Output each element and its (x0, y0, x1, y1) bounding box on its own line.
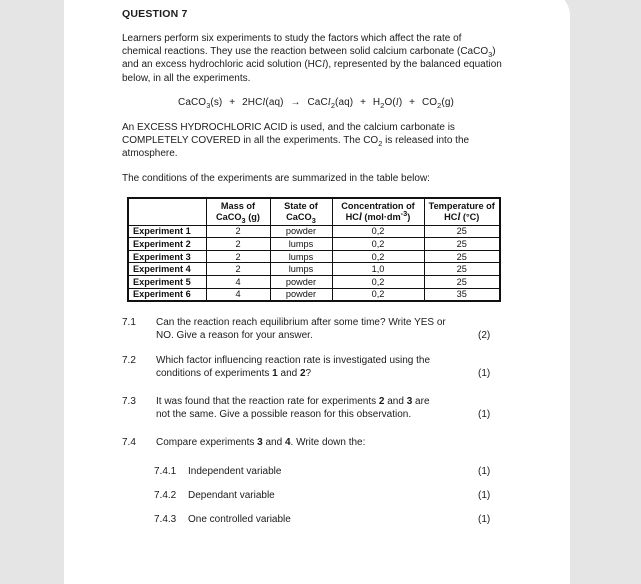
cell-concentration: 0,2 (332, 276, 424, 289)
cell-state: lumps (270, 250, 332, 263)
table-row (128, 276, 500, 289)
table-row (128, 288, 500, 301)
column-header-state: State of CaCO$_3$ (270, 198, 332, 226)
cell-temperature: 25 (424, 263, 500, 276)
question-7-3 (122, 395, 502, 421)
cell-state: powder (270, 225, 332, 238)
cell-state: powder (270, 288, 332, 301)
cell-experiment-label: Experiment 4 (128, 263, 206, 276)
cell-mass: 4 (206, 288, 270, 301)
cell-experiment-label: Experiment 6 (128, 288, 206, 301)
question-7-4-1 (122, 465, 502, 478)
sub-question-number: 7.4.3 (154, 514, 177, 526)
column-header-concentration: Concentration of HCl $(mol\cdot dm^{-3})$ (332, 198, 424, 226)
column-header-experiment (128, 198, 206, 226)
question-number: 7.1 (122, 317, 136, 329)
question-7-2 (122, 354, 502, 380)
cell-state: lumps (270, 263, 332, 276)
cell-mass: 2 (206, 225, 270, 238)
cell-concentration: 0,2 (332, 288, 424, 301)
intro-paragraph: Learners perform six experiments to study the factors which affect the rate of chemical reactions. They use the reaction between solid calcium carbonate (CaCO$_3$) and an excess hydrochloric acid solution (HCl), represented by the balanced equation below, in all the experiments. (122, 33, 502, 84)
table-row (128, 238, 500, 251)
cell-experiment-label: Experiment 5 (128, 276, 206, 289)
balanced-equation: CaCO$_3$(s) + 2HCl(aq) → CaCl$_2$(aq) + $H_2O(l) + CO_2(g)$ (178, 96, 454, 110)
question-marks: (1) (478, 409, 491, 421)
document-content (122, 8, 502, 537)
sub-question-marks: (1) (478, 465, 491, 477)
cell-mass: 2 (206, 263, 270, 276)
excess-acid-paragraph: An EXCESS HYDROCHLORIC ACID is used, and the calcium carbonate is COMPLETELY COVERED in all the experiments. The $CO_2$ is released into the atmosphere. (122, 121, 470, 160)
cell-temperature: 25 (424, 250, 500, 263)
question-marks: (2) (478, 330, 491, 342)
cell-temperature: 35 (424, 288, 500, 301)
question-number: 7.2 (122, 354, 136, 366)
cell-concentration: 0,2 (332, 250, 424, 263)
sub-question-marks: (1) (478, 489, 491, 501)
cell-experiment-label: Experiment 2 (128, 238, 206, 251)
cell-mass: 4 (206, 276, 270, 289)
cell-mass: 2 (206, 250, 270, 263)
cell-experiment-label: Experiment 3 (128, 250, 206, 263)
cell-temperature: 25 (424, 238, 500, 251)
question-text: Compare experiments 3 and 4. Write down the: (156, 437, 366, 449)
experiment-conditions-table (127, 197, 501, 303)
table-row (128, 225, 500, 238)
question-number: 7.3 (122, 396, 136, 407)
cell-concentration: 0,2 (332, 225, 424, 238)
question-number: 7.4 (122, 437, 136, 449)
table-header-row (128, 198, 500, 226)
cell-mass: 2 (206, 238, 270, 251)
cell-concentration: 0,2 (332, 238, 424, 251)
question-text: It was found that the reaction rate for experiments 2 and 3 are not the same. Give a possible reason for this observation. (156, 396, 430, 421)
sub-question-text: Dependant variable (188, 489, 275, 501)
question-7-4 (122, 436, 502, 449)
page-title: QUESTION 7 (122, 8, 188, 20)
question-7-4-2 (122, 489, 502, 502)
question-7-1 (122, 316, 502, 342)
cell-experiment-label: Experiment 1 (128, 225, 206, 238)
sub-question-number: 7.4.1 (154, 465, 177, 477)
sub-question-text: Independent variable (188, 465, 282, 477)
question-marks: (1) (478, 367, 491, 379)
cell-state: lumps (270, 238, 332, 251)
cell-temperature: 25 (424, 276, 500, 289)
sub-question-marks: (1) (478, 514, 491, 526)
question-7-4-3 (122, 513, 502, 526)
column-header-mass: Mass of CaCO$_3$ (g) (206, 198, 270, 226)
table-intro-paragraph: The conditions of the experiments are summarized in the table below: (122, 173, 430, 185)
cell-temperature: 25 (424, 225, 500, 238)
cell-concentration: 1,0 (332, 263, 424, 276)
document-page (64, 0, 570, 584)
column-header-temperature: Temperature of HCl (°C) (424, 198, 500, 226)
table-row (128, 263, 500, 276)
cell-state: powder (270, 276, 332, 289)
question-text: Can the reaction reach equilibrium after some time? Write YES or NO. Give a reason for your answer. (156, 317, 446, 342)
table-row (128, 250, 500, 263)
question-text: Which factor influencing reaction rate is investigated using the conditions of experiments 1 and 2? (156, 354, 431, 379)
sub-question-text: One controlled variable (188, 514, 291, 526)
sub-question-number: 7.4.2 (154, 489, 177, 501)
